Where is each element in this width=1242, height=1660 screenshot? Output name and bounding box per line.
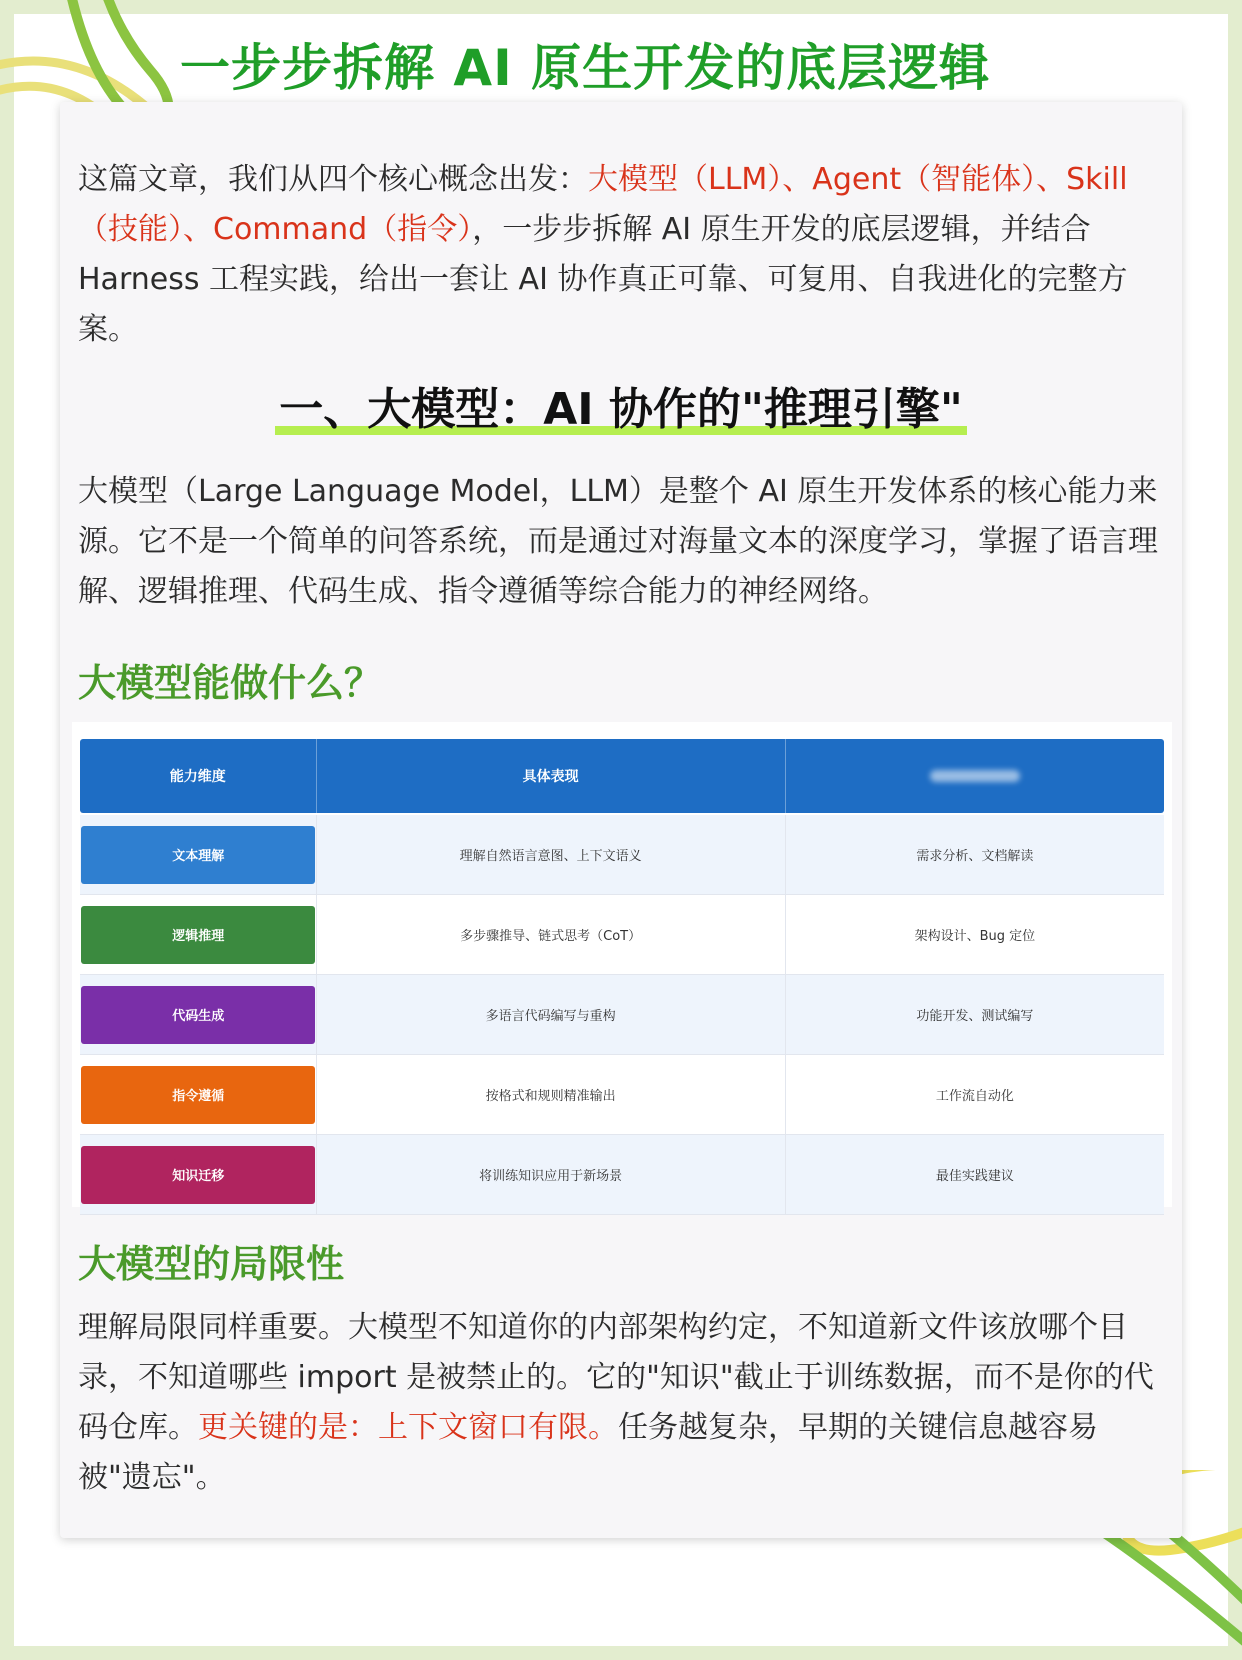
table-cell: 最佳实践建议 [935, 1169, 1014, 1184]
section-heading-text: 一、大模型：AI 协作的"推理引擎" [275, 384, 967, 435]
dimension-badge: 逻辑推理 [81, 906, 315, 964]
table-cell: 将训练知识应用于新场景 [316, 1135, 786, 1214]
dimension-badge: 文本理解 [81, 826, 315, 884]
limitations-text: 任务越复杂，早期的关键信息越容易被"遗忘"。 [78, 1410, 1098, 1495]
limitations-text: 理解局限同样重要。大模型不知道你的内部架构约定，不知道新文件该放哪个目录，不知道哪些 import 是被禁止的。它的"知识"截止于训练数据，而不是你的代码仓库。 [78, 1310, 1154, 1445]
capabilities-table [72, 722, 1172, 1207]
table-body [80, 815, 1164, 1215]
table-header-cell: 具体表现 [317, 739, 786, 813]
table-cell: 多语言代码编写与重构 [316, 975, 786, 1054]
blurred-text [930, 770, 1020, 782]
intro-text: ，一步步拆解 AI 原生开发的底层逻辑，并结合 Harness 工程实践，给出一套让 AI 协作真正可靠、可复用、自我进化的完整方案。 [78, 212, 1128, 347]
intro-paragraph [78, 155, 1168, 355]
limitations-highlight: 更关键的是：上下文窗口有限。 [198, 1410, 618, 1445]
table-cell: 理解自然语言意图、上下文语义 [316, 815, 786, 894]
llm-paragraph: 大模型（Large Language Model，LLM）是整个 AI 原生开发体系的核心能力来源。它不是一个简单的问答系统，而是通过对海量文本的深度学习，掌握了语言理解、逻辑推理、代码生成、指令遵循等综合能力的神经网络。 [78, 474, 1158, 609]
subheading-limitations: 大模型的局限性 [78, 1242, 345, 1286]
intro-highlight: 大模型（LLM）、Agent（智能体）、Skill（技能）、Command（指令） [78, 162, 1128, 247]
intro-text: 这篇文章，我们从四个核心概念出发： [78, 162, 588, 197]
table-cell: 多步骤推导、链式思考（CoT） [316, 895, 786, 974]
table-cell: 工作流自动化 [935, 1089, 1014, 1104]
table-cell: 需求分析、文档解读 [916, 849, 1034, 864]
table-row [80, 815, 1164, 895]
page-title: 一步步拆解 AI 原生开发的底层逻辑 [180, 39, 991, 97]
table-header-cell: 能力维度 [80, 739, 317, 813]
subheading-capabilities: 大模型能做什么？ [78, 661, 383, 705]
table-row [80, 895, 1164, 975]
limitations-paragraph [78, 1303, 1168, 1503]
table-row [80, 1055, 1164, 1135]
dimension-badge: 知识迁移 [81, 1146, 315, 1204]
table-cell: 按格式和规则精准输出 [316, 1055, 786, 1134]
dimension-badge: 指令遵循 [81, 1066, 315, 1124]
table-header [80, 739, 1164, 813]
table-cell: 功能开发、测试编写 [916, 1009, 1034, 1024]
table-cell: 架构设计、Bug 定位 [914, 929, 1036, 944]
table-row [80, 975, 1164, 1055]
table-row [80, 1135, 1164, 1215]
section-heading [0, 373, 1242, 437]
dimension-badge: 代码生成 [81, 986, 315, 1044]
table-header-cell-obscured [786, 739, 1164, 813]
